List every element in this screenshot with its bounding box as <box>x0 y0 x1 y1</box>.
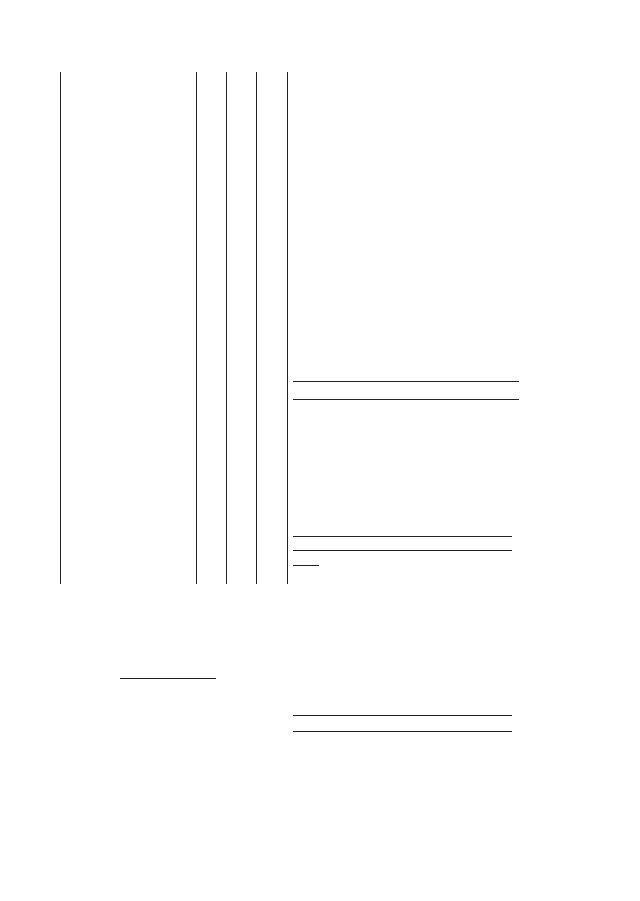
total-points-field[interactable] <box>120 678 216 679</box>
fill-line[interactable] <box>293 536 512 537</box>
fill-line[interactable] <box>293 399 519 400</box>
voltage-table <box>60 72 288 584</box>
table-border-right <box>287 72 288 584</box>
fill-line[interactable] <box>293 381 519 382</box>
fill-line[interactable] <box>293 715 512 716</box>
fill-line[interactable] <box>293 550 512 551</box>
table-divider <box>196 72 197 584</box>
fill-line[interactable] <box>293 731 512 732</box>
table-divider <box>256 72 257 584</box>
table-border-left <box>60 72 61 584</box>
table-divider <box>226 72 227 584</box>
fill-line[interactable] <box>293 565 319 566</box>
